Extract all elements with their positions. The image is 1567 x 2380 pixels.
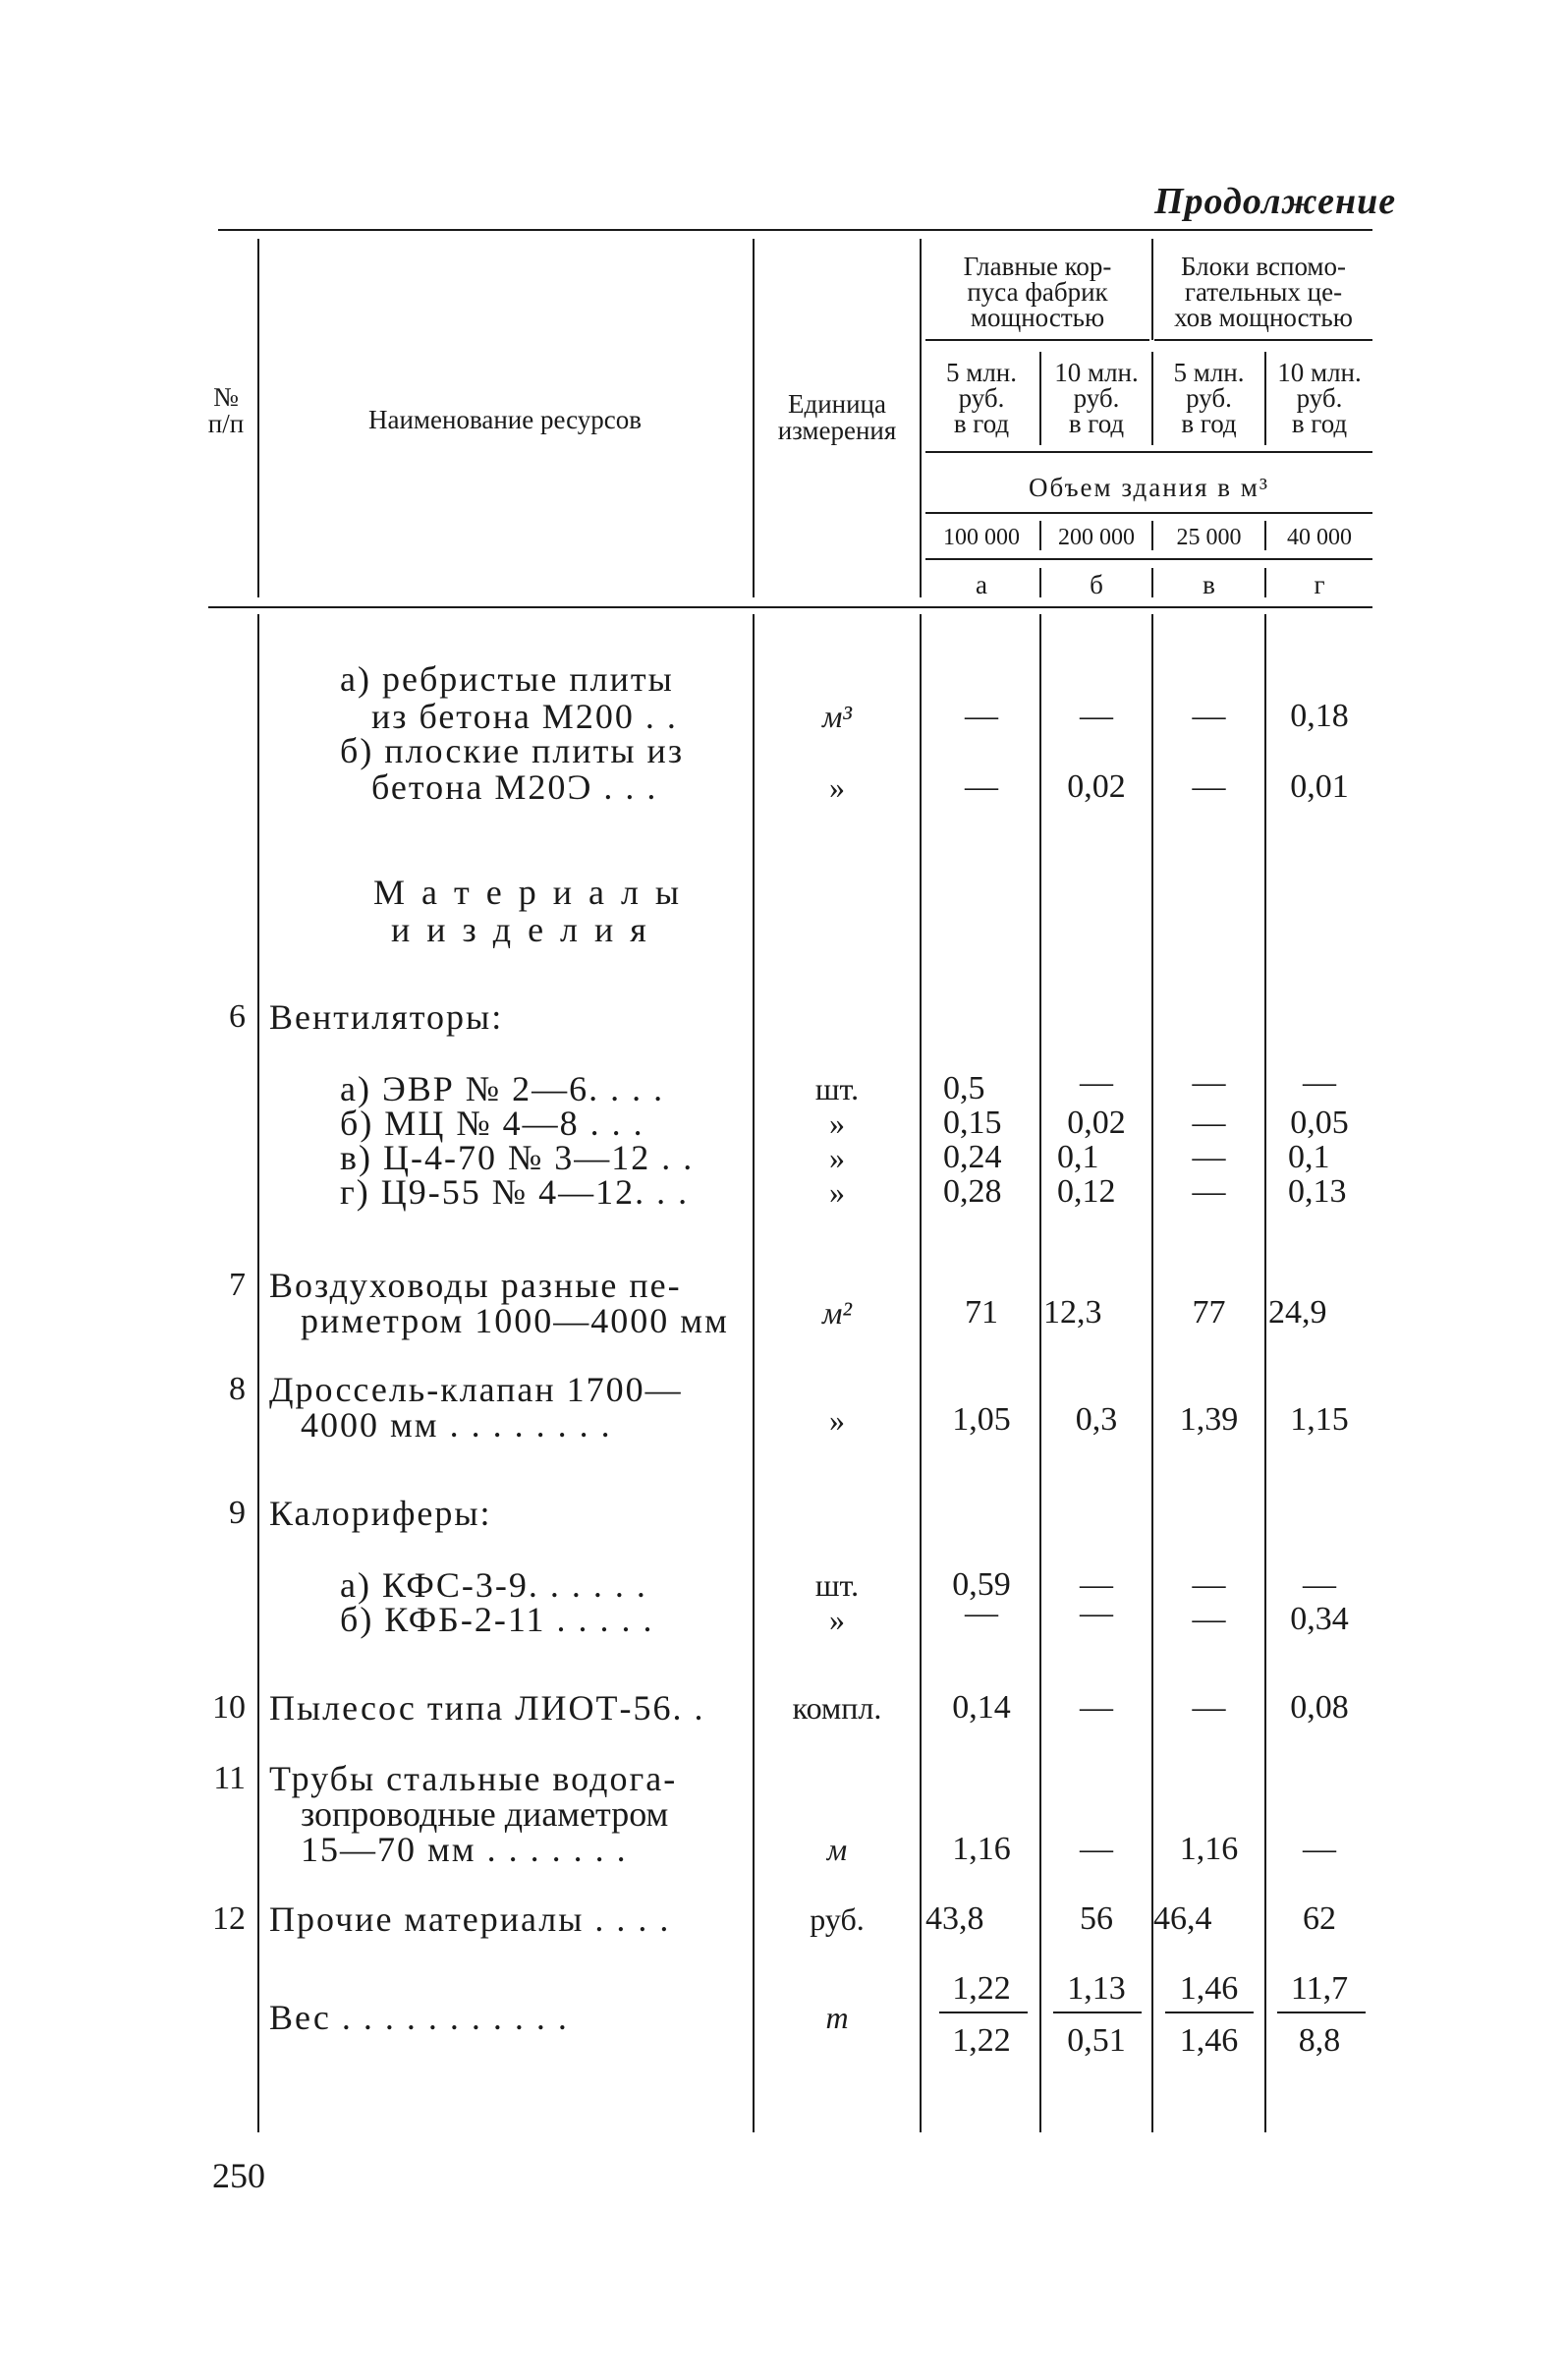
row-8-val-v: 1,39 — [1179, 1401, 1239, 1438]
row-6-name: Вентиляторы: — [269, 997, 504, 1037]
row-fan-b-val-v: — — [1192, 1105, 1226, 1141]
row-8-name-2: 4000 мм . . . . . . . . — [301, 1405, 612, 1445]
row-1-val-g: 0,01 — [1290, 768, 1349, 805]
row-12-unit: руб. — [810, 1901, 865, 1937]
weight-name: Вес . . . . . . . . . . . — [269, 1998, 569, 2037]
row-0-unit: м³ — [821, 699, 852, 734]
row-8-name-1: Дроссель-клапан 1700— — [269, 1370, 683, 1409]
header-bottom-rule — [208, 606, 1372, 608]
row-12-val-b: 56 — [1080, 1900, 1113, 1937]
capacity-b-1: 10 млн. — [1054, 358, 1139, 387]
row-kfb-name: б) КФБ-2-11 . . . . . — [340, 1600, 654, 1639]
letter-g: г — [1314, 570, 1325, 599]
capacity-b-3: в год — [1068, 409, 1125, 438]
vline-unit — [920, 239, 922, 597]
group-main-line1: Главные кор- — [963, 252, 1112, 281]
body-vline-num — [257, 614, 259, 2132]
section-heading-line2: и и з д е л и я — [391, 910, 650, 949]
row-fan-b-val-b: 0,02 — [1067, 1105, 1126, 1141]
row-kfs-name: а) КФС-3-9. . . . . . — [340, 1565, 647, 1605]
row-12-name: Прочие материалы . . . . — [269, 1899, 671, 1939]
capacity-g-1: 10 млн. — [1277, 358, 1362, 387]
row-1-name-2: бетона М20Ɔ . . . — [371, 767, 658, 807]
weight-lower-b: 0,51 — [1067, 2022, 1126, 2059]
row-fan-a-val-v: — — [1192, 1064, 1226, 1101]
volume-label-rule — [925, 512, 1372, 514]
letter-a: а — [976, 570, 987, 599]
row-10-num: 10 — [212, 1689, 246, 1726]
row-fan-v-name: в) Ц-4-70 № 3—12 . . — [340, 1138, 695, 1177]
row-11-name-2: зопроводные диаметром — [301, 1794, 669, 1834]
row-1-unit: » — [829, 769, 845, 805]
row-fan-v-val-a: 0,24 — [943, 1139, 1002, 1175]
row-8-num: 8 — [229, 1371, 246, 1407]
row-fan-g-val-g: 0,13 — [1288, 1173, 1347, 1210]
row-fan-a-val-g: — — [1303, 1064, 1336, 1101]
capacity-v-3: в год — [1181, 409, 1237, 438]
row-10-name: Пылесос типа ЛИОТ-56. . — [269, 1688, 705, 1728]
row-fan-g-name: г) Ц9-55 № 4—12. . . — [340, 1172, 690, 1212]
row-10-val-g: 0,08 — [1290, 1689, 1349, 1726]
volume-v: 25 000 — [1176, 525, 1242, 550]
header-num-symbol: № — [213, 382, 239, 412]
section-heading-line1: М а т е р и а л ы — [373, 873, 684, 912]
header-unit-line2: измерения — [777, 416, 897, 445]
page-number: 250 — [212, 2156, 265, 2195]
row-fan-a-name: а) ЭВР № 2—6. . . . — [340, 1069, 665, 1108]
row-7-unit: м² — [821, 1295, 852, 1331]
volumes-rule — [925, 558, 1372, 560]
header-name: Наименование ресурсов — [368, 405, 642, 434]
group-aux-rule — [1154, 339, 1372, 341]
row-kfb-val-b: — — [1080, 1595, 1113, 1631]
row-kfb-unit: » — [829, 1602, 845, 1637]
capacity-v-1: 5 млн. — [1173, 358, 1245, 387]
row-10-val-b: — — [1080, 1689, 1113, 1726]
row-7-num: 7 — [229, 1267, 246, 1303]
row-7-val-b: 12,3 — [1043, 1294, 1102, 1331]
group-main-rule — [925, 339, 1149, 341]
row-10-val-v: — — [1192, 1689, 1226, 1726]
weight-upper-a: 1,22 — [952, 1970, 1011, 2007]
row-9-name: Калориферы: — [269, 1494, 492, 1533]
row-kfs-unit: шт. — [814, 1567, 860, 1603]
row-kfs-val-a: 0,59 — [952, 1566, 1011, 1603]
volume-a: 100 000 — [943, 525, 1020, 550]
row-0-name-1: а) ребристые плиты — [340, 659, 674, 699]
group-main-line3: мощностью — [970, 303, 1105, 332]
weight-fraction-bar-g — [1277, 2012, 1366, 2013]
capacity-g-3: в год — [1291, 409, 1348, 438]
row-7-val-g: 24,9 — [1268, 1294, 1327, 1331]
capacity-rule — [925, 451, 1372, 453]
row-7-name-2: риметром 1000—4000 мм — [301, 1301, 729, 1340]
row-fan-g-val-a: 0,28 — [943, 1173, 1002, 1210]
row-kfs-val-g: — — [1303, 1566, 1336, 1603]
weight-fraction-bar-b — [1053, 2012, 1142, 2013]
row-fan-v-unit: » — [829, 1140, 845, 1175]
row-8-val-a: 1,05 — [952, 1401, 1011, 1438]
row-kfs-val-b: — — [1080, 1566, 1113, 1603]
row-fan-v-val-g: 0,1 — [1288, 1139, 1330, 1175]
row-fan-a-val-a: 0,5 — [943, 1070, 985, 1106]
row-kfb-val-v: — — [1192, 1601, 1226, 1637]
row-fan-a-val-b: — — [1080, 1064, 1113, 1101]
group-main-line2: пуса фабрик — [967, 277, 1108, 307]
row-fan-b-unit: » — [829, 1105, 845, 1141]
row-fan-b-name: б) МЦ № 4—8 . . . — [340, 1104, 644, 1143]
group-aux-line2: гательных це- — [1184, 277, 1343, 307]
row-11-name-1: Трубы стальные водога- — [269, 1759, 678, 1798]
body-vline-unit — [920, 614, 922, 2132]
volume-g: 40 000 — [1287, 525, 1352, 550]
group-aux-line3: хов мощностью — [1174, 303, 1353, 332]
row-fan-v-val-v: — — [1192, 1139, 1226, 1175]
row-fan-g-val-v: — — [1192, 1173, 1226, 1210]
row-1-val-b: 0,02 — [1067, 768, 1126, 805]
row-11-num: 11 — [213, 1760, 246, 1796]
row-12-num: 12 — [212, 1900, 246, 1937]
letter-b: б — [1090, 570, 1103, 599]
row-kfb-val-a: — — [965, 1595, 998, 1631]
capacity-g-2: руб. — [1296, 383, 1343, 413]
row-0-val-b: — — [1080, 698, 1113, 734]
row-10-unit: компл. — [792, 1690, 882, 1726]
row-11-val-a: 1,16 — [952, 1831, 1011, 1867]
row-kfb-val-g: 0,34 — [1290, 1601, 1349, 1637]
row-11-name-3: 15—70 мм . . . . . . . — [301, 1830, 628, 1869]
row-1-name-1: б) плоские плиты из — [340, 731, 685, 770]
row-11-unit: м — [826, 1832, 848, 1867]
row-0-name-2: из бетона М200 . . — [371, 697, 678, 736]
row-0-val-a: — — [965, 698, 998, 734]
row-11-val-b: — — [1080, 1831, 1113, 1867]
weight-fraction-bar-a — [939, 2012, 1028, 2013]
capacity-v-2: руб. — [1186, 383, 1232, 413]
row-fan-b-val-g: 0,05 — [1290, 1105, 1349, 1141]
weight-fraction-bar-v — [1165, 2012, 1254, 2013]
row-12-val-a: 43,8 — [925, 1900, 984, 1937]
header-num-label: п/п — [207, 409, 245, 438]
row-12-val-g: 62 — [1303, 1900, 1336, 1937]
row-0-val-v: — — [1192, 698, 1226, 734]
weight-lower-v: 1,46 — [1179, 2022, 1239, 2059]
row-7-name-1: Воздуховоды разные пе- — [269, 1266, 682, 1305]
header-unit-line1: Единица — [787, 389, 886, 419]
row-1-val-v: — — [1192, 768, 1226, 805]
volume-label: Объем здания в м³ — [1029, 473, 1269, 502]
row-fan-g-unit: » — [829, 1174, 845, 1210]
continuation-label: Продолжение — [1154, 181, 1397, 222]
row-kfs-val-v: — — [1192, 1566, 1226, 1603]
row-8-val-b: 0,3 — [1075, 1401, 1118, 1438]
row-7-val-a: 71 — [965, 1294, 998, 1331]
group-aux-line1: Блоки вспомо- — [1180, 252, 1347, 281]
weight-upper-b: 1,13 — [1067, 1970, 1126, 2007]
row-1-val-a: — — [965, 768, 998, 805]
capacity-a-3: в год — [953, 409, 1010, 438]
row-0-val-g: 0,18 — [1290, 698, 1349, 734]
row-8-val-g: 1,15 — [1290, 1401, 1349, 1438]
capacity-a-2: руб. — [958, 383, 1005, 413]
row-9-num: 9 — [229, 1495, 246, 1531]
capacity-a-1: 5 млн. — [945, 358, 1017, 387]
weight-upper-g: 11,7 — [1290, 1970, 1349, 2007]
row-fan-v-val-b: 0,1 — [1057, 1139, 1099, 1175]
row-11-val-v: 1,16 — [1179, 1831, 1239, 1867]
row-fan-a-unit: шт. — [814, 1071, 860, 1106]
capacity-b-2: руб. — [1073, 383, 1120, 413]
row-8-unit: » — [829, 1402, 845, 1438]
row-7-val-v: 77 — [1192, 1294, 1226, 1331]
vline-group — [1151, 239, 1153, 340]
weight-lower-g: 8,8 — [1298, 2022, 1341, 2059]
row-fan-b-val-a: 0,15 — [943, 1105, 1002, 1141]
weight-unit: т — [825, 2000, 849, 2035]
row-fan-g-val-b: 0,12 — [1057, 1173, 1116, 1210]
row-12-val-v: 46,4 — [1153, 1900, 1212, 1937]
table-top-rule — [218, 229, 1372, 231]
letter-v: в — [1203, 570, 1215, 599]
volume-b: 200 000 — [1058, 525, 1135, 550]
row-11-val-g: — — [1303, 1831, 1336, 1867]
weight-lower-a: 1,22 — [952, 2022, 1011, 2059]
row-6-num: 6 — [229, 998, 246, 1035]
weight-upper-v: 1,46 — [1179, 1970, 1239, 2007]
row-10-val-a: 0,14 — [952, 1689, 1011, 1726]
